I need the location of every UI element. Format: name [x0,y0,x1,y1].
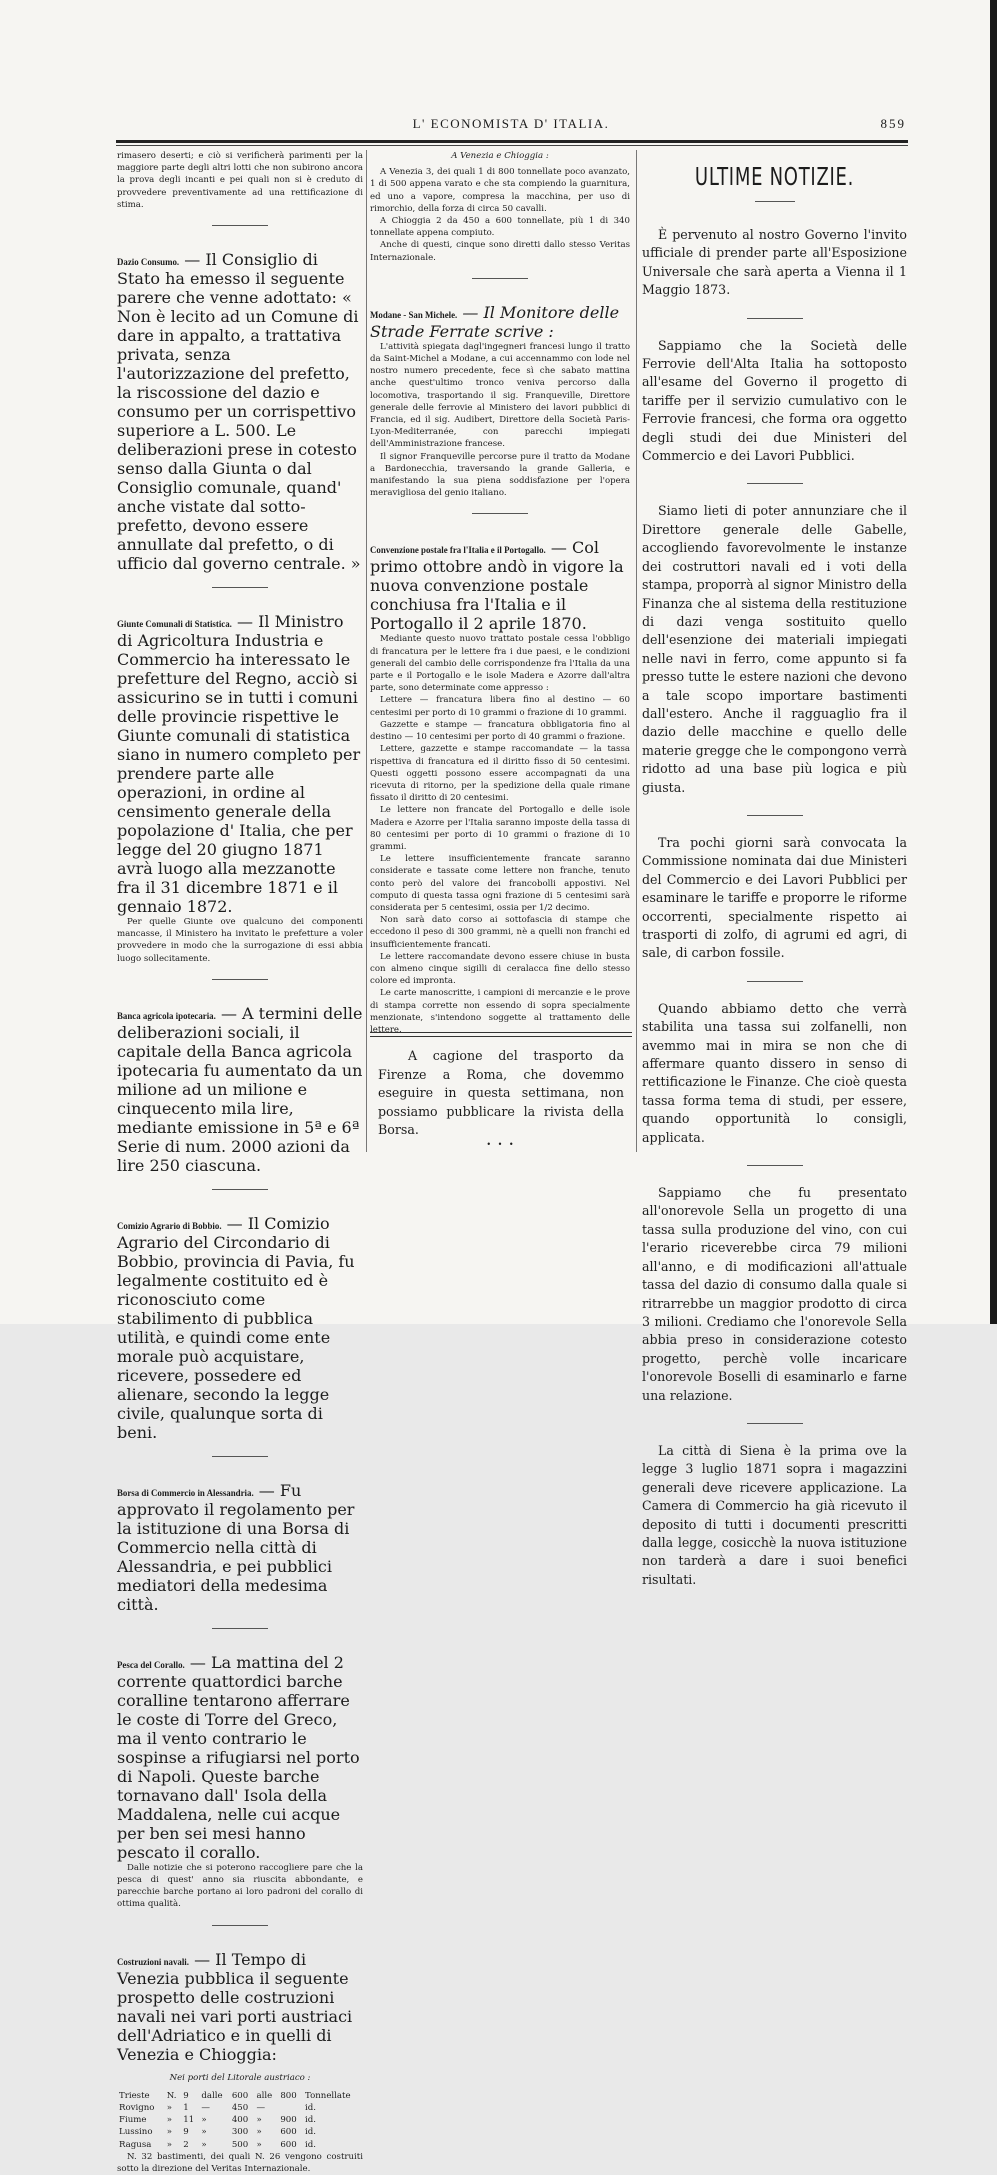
table-cell-f [278,2102,303,2114]
article-banca [117,1004,363,1175]
table-cell-b: 9 [183,2127,189,2138]
table-cell-e: » [256,2127,262,2138]
table-cell-d: 450 [231,2103,249,2114]
article-title: Borsa di Commercio in Alessandria. [117,1487,254,1498]
section-rule [747,483,803,484]
running-title: L' ECONOMISTA D' ITALIA. [412,116,610,131]
table-cell-a: » [166,2139,172,2150]
table-cell-d: 300 [231,2127,249,2138]
table-cell-place: Trieste [119,2090,150,2101]
column-2 [370,150,630,1160]
article-title: Banca agricola ipotecaria. [117,1010,216,1021]
table-row [117,2139,363,2151]
table-cell-e: » [256,2139,262,2150]
table-cell-c: » [201,2127,207,2138]
notice-rule [370,1032,632,1037]
table-cell-place: Ragusa [119,2139,152,2150]
section-rule [212,1189,268,1190]
table-cell-e: — [256,2103,266,2114]
section-rule [212,587,268,588]
table-subtitle: Nei porti del Litorale austriaco : [169,2072,311,2083]
table-cell-a: » [166,2103,172,2114]
column-1 [117,150,363,2175]
table-cell-a: N. [166,2090,177,2101]
article-lead: — Il Monitore delle Strade Ferrate scrive : [370,302,620,341]
table-cell-e: alle [256,2090,273,2101]
table-row [117,2126,363,2138]
table-cell-g: Tonnellate [305,2090,351,2101]
table-cell-place: Lussino [119,2127,153,2138]
news-paragraph: Siamo lieti di poter annunziare che il Direttore generale delle Gabelle, accogliendo favorevolmente le instanze dei costruttori navali ed i voti della stampa, proporrà al signor Ministro della Finanza che al sistema della restituzione di dazi venga sostituito quello dell'esenzione dei materiali impiegati nelle navi in ferro, come appunto si fa presso tutte le estere nazioni che devono a tale scopo importare bastimenti dall'estero. Anche il ragguaglio fra il dazio delle macchine e quello delle materie gregge che le compongono verrà ridotto ad una base più logica e più giusta. [642,503,907,795]
table-cell-place: Rovigno [119,2103,155,2114]
article-text: — Il Consiglio di Stato ha emesso il seguente parere che venne adottato: « Non è lecito ad un Comune di dare in appalto, a trattativa privata, senza l'autorizzazione del prefetto, la riscossione del dazio e consumo per un corrispettivo superiore a L. 500. Le deliberazioni prese in cotesto senso dalla Giunta o dal Consiglio comunale, quand' anche vistate dal sotto-prefetto, devono essere annullate dal prefetto, o di ufficio dal governo centrale. » [117,250,361,574]
chioggia-text: A Chioggia 2 da 450 a 600 tonnellate, più 1 di 340 tonnellate appena compiuto. [370,216,630,239]
news-paragraph: Quando abbiamo detto che verrà stabilita una tassa sui zolfanelli, non avemmo mai in mira se non che di affermare quanto dissero in senso di rettificazione le Finanze. Che cioè questa tassa forma tema di studi, per essere, quando opportunità lo consigli, applicata. [642,1000,907,1145]
table-cell-g: id. [305,2139,316,2150]
section-title: ULTIME NOTIZIE. [694,162,855,191]
article-text: — Il Ministro di Agricoltura Industria e Commercio ha interessato le prefetture del Regno, acciò si assicurino se in tutti i comuni delle provincie rispettive le Giunte comunali di statistica siano in numero completo per prendere parte alle operazioni, in ordine al censimento generale della popolazione d' Italia, che per legge del 20 giugno 1871 avrà luogo alla mezzanotte fra il 31 dicembre 1871 e il gennaio 1872. [117,612,361,917]
veritas-text: Anche di questi, cinque sono diretti dallo stesso Veritas Internazionale. [370,240,630,263]
section-rule [747,1423,803,1424]
article-title: Modane - San Michele. [370,309,458,320]
table-cell-f: 600 [280,2139,297,2150]
article-text: Le lettere non francate del Portogallo e delle isole Madera e Azorre per l'Italia saranno imposte della tassa di 80 centesimi per porto di 10 grammi o frazione di 10 grammi. [370,805,630,852]
table-row [117,2102,363,2114]
table-cell-f: 600 [280,2127,297,2138]
article-text: Le carte manoscritte, i campioni di mercanzie e le prove di stampa corrette non essendo di sopra specialmente menzionate, s'intendono soggette al trattamento delle lettere. [370,988,630,1035]
article-text: Per quelle Giunte ove qualcuno dei componenti mancasse, il Ministero ha invitato le prefetture a voler provvedere in modo che la surrogazione di essi abbia luogo sollecitamente. [117,917,363,964]
news-paragraph: È pervenuto al nostro Governo l'invito ufficiale di prender parte all'Esposizione Universale che sarà aperta a Vienna il 1 Maggio 1873. [642,227,907,298]
table-cell-c: » [201,2139,207,2150]
article-borsa [117,1481,363,1614]
table-row [117,2114,363,2126]
article-comizio [117,1214,363,1442]
article-title: Dazio Consumo. [117,257,180,268]
section-rule [472,278,528,279]
intro-paragraph: rimasero deserti; e ciò si verificherà parimenti per la maggiore parte degli altri lotti che non subirono ancora la prova degli incanti e pei quali non si è creduto di provvedere preventivamente ad una rettificazione di stima. [117,151,363,210]
header-rule-thin [116,145,908,146]
article-giunte [117,612,363,965]
article-text: Mediante questo nuovo trattato postale cessa l'obbligo di francatura per le lettere fra i due paesi, e le condizioni generali del cambio delle corrispondenze fra l'Italia da una parte e il Portogallo e le isole Madera e Azorre dall'altra parte, sono determinate come appresso : [370,634,630,694]
article-text: — Col primo ottobre andò in vigore la nuova convenzione postale conchiusa fra l'Italia e il Portogallo il 2 aprile 1870. [370,538,624,634]
news-paragraph: Tra pochi giorni sarà convocata la Commissione nominata dai due Ministeri del Commercio e dei Lavori Pubblici per esaminare le tariffe e proporre le riforme occorrenti, specialmente rispetto ai trasporti di zolfo, di agrumi ed agri, di sale, di carbon fossile. [642,834,907,961]
article-text: — Il Tempo di Venezia pubblica il seguente prospetto delle costruzioni navali nei vari porti austriaci dell'Adriatico e in quelli di Venezia e Chioggia: [117,1949,353,2064]
table-cell-d: 600 [231,2090,249,2101]
section-rule [755,201,795,202]
article-dazio [117,250,363,573]
page-header [116,116,906,136]
article-text: Non sarà dato corso ai sottofascia di stampe che eccedono il peso di 300 grammi, nè a quelli non franchi ed insufficientemente francati. [370,915,630,950]
article-title: Pesca del Corallo. [117,1659,185,1670]
table-cell-d: 400 [231,2115,249,2126]
section-rule [212,1925,268,1926]
column-divider-2 [636,150,637,1152]
table-cell-g: id. [305,2115,316,2126]
article-text: Le lettere raccomandate devono essere chiuse in busta con almeno cinque sigilli di ceralacca fine dello stesso colore ed impronta. [370,951,630,987]
table-row [117,2090,363,2102]
notice-box [370,1032,632,1149]
section-rule [747,1165,803,1166]
table-cell-b: 2 [183,2139,189,2150]
table-cell-c: — [201,2103,210,2114]
venezia-text: A Venezia 3, dei quali 1 di 800 tonnellate poco avanzato, 1 di 500 appena varato e che sta compiendo la guarnitura, ed uno a vapore, compresa la macchina, per uso di rimorchio, della forza di circa 50 cavalli. [370,167,630,214]
table-cell-a: » [166,2127,172,2138]
scan-edge [990,0,997,1324]
table-cell-g: id. [305,2127,316,2138]
table-cell-b: 9 [183,2090,189,2101]
article-title: Giunte Comunali di Statistica. [117,619,232,630]
article-text: Le lettere insufficientemente francate saranno considerate e tassate come lettere non franche, tenuto conto però del valore dei francobolli appostivi. Nel computo di questa tassa ogni frazione di 5 centesimi sarà considerata per 5 centesimi, ossia per 1/2 decimo. [370,854,630,913]
news-list [642,226,907,1589]
article-text: Dalle notizie che si poterono raccogliere pare che la pesca di quest' anno sia riuscita abbondante, e parecchie barche portano ai loro padroni del corallo di ottima qualità. [117,1862,363,1910]
table-cell-a: » [166,2115,172,2126]
venezia-title: A Venezia e Chioggia : [451,151,549,161]
article-costruzioni [117,1950,363,2175]
table-cell-b: 11 [183,2115,195,2126]
section-rule [212,1628,268,1629]
section-rule [747,318,803,319]
section-rule [212,1456,268,1457]
article-text: — A termini delle deliberazioni sociali, il capitale della Banca agricola ipotecaria fu aumentato da un milione ad un milione e cinquecento mila lire, mediante emissione in 5ª e 6ª Serie di num. 2000 azioni da lire 250 ciascuna. [117,1003,363,1175]
section-rule [747,981,803,982]
notice-dots: • • • [486,1139,516,1149]
table-cell-place: Fiume [119,2115,147,2126]
article-title: Costruzioni navali. [117,1956,189,1967]
section-rule [472,513,528,514]
section-rule [747,815,803,816]
article-text: Gazzette e stampe — francatura obbligatoria fino al destino — 10 centesimi per porto di 40 grammi o frazione. [370,719,630,743]
table-cell-g: id. [305,2103,316,2114]
column-divider-1 [366,150,367,1152]
table-cell-b: 1 [183,2103,189,2114]
article-text: — Il Comizio Agrario del Circondario di Bobbio, provincia di Pavia, fu legalmente costituito ed è riconosciuto come stabilimento di pubblica utilità, e quindi come ente morale può acquistare, ricevere, possedere ed alienare, secondo la legge civile, qualunque sorta di beni. [117,1213,355,1442]
news-paragraph: Sappiamo che la Società delle Ferrovie dell'Alta Italia ha sottoposto all'esame del Governo il progetto di tariffe per il servizio cumulativo con le Ferrovie francesi, che forma ora oggetto degli studi dei due Ministeri del Commercio e dei Lavori Pubblici. [642,337,907,464]
ships-table [117,2090,363,2151]
news-paragraph: La città di Siena è la prima ove la legge 3 luglio 1871 sopra i magazzini generali deve ricevere applicazione. La Camera di Commercio ha già ricevuto il deposito di tutti i documenti prescritti dalla legge, cosicchè la nuova istituzione non tarderà a dare i suoi benefici risultati. [642,1442,907,1587]
article-text: Lettere — francatura libera fino al destino — 60 centesimi per porto di 10 grammi o frazione di 10 grammi. [370,695,630,718]
article-pesca [117,1653,363,1911]
article-title: Convenzione postale fra l'Italia e il Portogallo. [370,545,546,556]
article-convenzione [370,538,630,1036]
article-text: Lettere, gazzette e stampe raccomandate — la tassa rispettiva di francatura ed il diritto fisso di 50 centesimi. Questi oggetti possono essere accompagnati da una ricevuta di ritorno, per la spedizione della quale rimane fissato il diritto di 20 centesimi. [370,744,630,804]
section-rule [212,979,268,980]
news-paragraph: Sappiamo che fu presentato all'onorevole Sella un progetto di una tassa sulla produzione del vino, con cui l'erario riceverebbe circa 79 milioni all'anno, e di modificazioni all'attuale tassa del dazio di consumo dalla quale si ritrarrebbe un maggior prodotto di circa 3 milioni. Crediamo che l'onorevole Sella abbia preso in considerazione cotesto progetto, perchè volle incaricare l'onorevole Boselli di esaminarlo e farne una relazione. [642,1185,907,1403]
page-number: 859 [880,116,906,131]
article-text: — La mattina del 2 corrente quattordici barche coralline tentarono afferrare le coste di Torre del Greco, ma il vento contrario le sospinse a rifugiarsi nel porto di Napoli. Queste barche tornavano dall' Isola della Maddalena, nelle cui acque per ben sei mesi hanno pescato il corallo. [117,1652,360,1862]
article-text: L'attività spiegata dagl'ingegneri francesi lungo il tratto da Saint-Michel a Modane, a cui accennammo con lode nel nostro numero precedente, fece sì che sabato mattina anche quest'ultimo tronco veniva percorso dalla locomotiva, trasportando il sig. Franqueville, Direttore generale delle ferrovie al Ministero dei lavori pubblici di Francia, ed il sig. Audibert, Direttore della Società Paris-Lyon-Mediterranée, con parecchi impiegati dell'Amministrazione francese. [370,341,630,450]
notice-text: A cagione del trasporto da Firenze a Roma, che dovemmo eseguire in questa settimana, non possiamo pubblicare la rivista della Borsa. [378,1048,624,1137]
section-rule [212,225,268,226]
article-text: — Fu approvato il regolamento per la istituzione di una Borsa di Commercio nella città di Alessandria, e pei pubblici mediatori della medesima città. [117,1480,355,1614]
table-cell-f: 900 [280,2115,297,2126]
table-cell-f: 800 [280,2090,297,2101]
table-cell-d: 500 [231,2139,249,2150]
article-title: Comizio Agrario di Bobbio. [117,1220,222,1231]
table-cell-c: dalle [201,2090,223,2101]
table-cell-e: » [256,2115,262,2126]
column-3 [642,150,907,1587]
table-cell-c: » [201,2115,207,2126]
table-footer: N. 32 bastimenti, dei quali N. 26 vengono costruiti sotto la direzione del Veritas Internazionale. [117,2151,363,2175]
header-rule [116,140,908,143]
article-modane [370,303,630,500]
article-text: Il signor Franqueville percorse pure il tratto da Modane a Bardonecchia, traversando la grande Galleria, e manifestando la sua piena soddisfazione per l'opera meravigliosa del genio italiano. [370,451,630,499]
